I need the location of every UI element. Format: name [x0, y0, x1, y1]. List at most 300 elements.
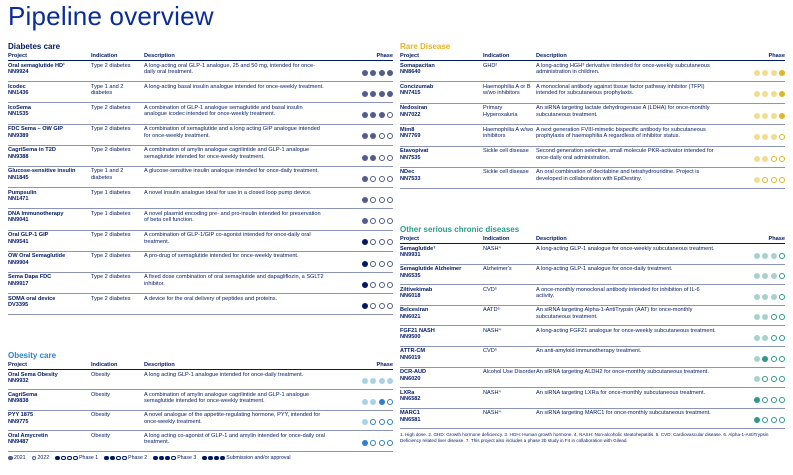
- project-cell: [400, 410, 483, 423]
- phase-indicator: [326, 84, 393, 103]
- phase-dot: [387, 282, 393, 288]
- project-cell: [400, 105, 483, 118]
- table-row: [400, 104, 785, 125]
- indication-cell: CVD⁵: [483, 348, 498, 355]
- phase-indicator: [326, 190, 393, 209]
- phase-dot: [370, 282, 376, 288]
- column-header-phase: Phase: [376, 53, 393, 59]
- phase-indicator: [326, 296, 393, 315]
- project-cell: [8, 211, 91, 224]
- table-row: [8, 370, 393, 390]
- description-cell: A combination of amylin analogue cagrilintide and GLP-1 analogue semaglutide intended for once-weekly treatment.: [144, 391, 310, 405]
- project-code: NN7769: [400, 133, 421, 140]
- phase-dot: [771, 253, 777, 259]
- description-cell: A glucose-sensitive insulin analogue intended for once-daily treatment.: [144, 168, 319, 175]
- phase-dot: [362, 440, 368, 446]
- phase-dot: [362, 419, 368, 425]
- indication-cell: GHD²: [483, 62, 498, 69]
- table-row: [8, 146, 393, 167]
- indication-cell: Type 1 and 2 diabetes: [91, 168, 124, 182]
- project-cell: [400, 369, 483, 382]
- phase-dot: [754, 356, 760, 362]
- phase-dot: [762, 70, 768, 76]
- phase-dot: [779, 156, 785, 162]
- table-row: [400, 285, 785, 306]
- phase-indicator: [718, 348, 785, 366]
- project-cell: [8, 84, 91, 97]
- description-cell: A once-monthly monoclonal antibody intended for inhibition of IL-6 activity.: [536, 286, 700, 300]
- table-row: [400, 326, 785, 347]
- description-cell: A combination of GLP-1/GIP co-agonist intended for once-daily oral treatment.: [144, 232, 311, 245]
- description-cell: A long-acting GLP-1 analogue for once-daily treatment.: [536, 266, 673, 273]
- legend-2021: [8, 455, 26, 461]
- description-cell: A long-acting FGF21 analogue for once-weekly subcutaneous treatment.: [536, 327, 716, 334]
- phase-indicator: [718, 63, 785, 82]
- project-code: NN9932: [8, 378, 29, 385]
- phase-dot: [754, 335, 760, 341]
- indication-cell: Type 2 diabetes: [91, 295, 131, 302]
- phase-dot: [779, 177, 785, 183]
- phase-dot: [387, 91, 393, 97]
- project-cell: [400, 148, 483, 161]
- phase-dot: [379, 419, 385, 425]
- project-cell: [400, 127, 483, 140]
- project-cell: [8, 372, 91, 385]
- project-code: NN9041: [8, 217, 29, 224]
- description-cell: A long acting GLP-1 analogue intended for once-daily treatment.: [144, 371, 304, 378]
- phase-dot: [754, 273, 760, 279]
- column-header-project: Project: [8, 53, 27, 59]
- phase-dot: [370, 176, 376, 182]
- project-cell: [400, 307, 483, 320]
- phase-indicator: [718, 287, 785, 305]
- phase-dot: [771, 376, 777, 382]
- project-name: Semaglutide⁷: [400, 245, 436, 252]
- project-name: IcoSema: [8, 104, 32, 111]
- project-code: NN7022: [400, 111, 421, 118]
- phase-dot: [387, 70, 393, 76]
- indication-cell: Haemophilia A w/wo inhibitors: [483, 126, 534, 140]
- project-code: NN6535: [400, 272, 421, 279]
- column-header-phase: Phase: [768, 236, 785, 242]
- phase-dot: [771, 113, 777, 119]
- table-row: [400, 265, 785, 286]
- phase-dot: [370, 419, 376, 425]
- section-title: Rare Disease: [400, 42, 451, 51]
- indication-cell: Alcohol Use Disorder: [483, 369, 536, 376]
- table-row: [8, 167, 393, 188]
- table-row: [8, 273, 393, 294]
- description-cell: An oral combination of decitabine and tetrahydrouridine. Project is developed in collaboration with EpiDestiny.: [536, 169, 700, 183]
- phase-dot: [362, 378, 368, 384]
- table-header: [8, 361, 393, 370]
- project-name: Semaglutide Alzheimer: [400, 266, 462, 273]
- project-cell: [8, 433, 91, 446]
- table-row: [8, 209, 393, 230]
- phase-dot: [362, 70, 368, 76]
- project-code: NN7533: [400, 176, 421, 183]
- table-row: [400, 244, 785, 265]
- phase-dot: [754, 177, 760, 183]
- phase-dot: [762, 91, 768, 97]
- project-code: NN9924: [8, 69, 29, 76]
- project-cell: [400, 287, 483, 300]
- project-name: SOMA oral device: [8, 295, 56, 302]
- column-header-project: Project: [400, 236, 419, 242]
- phase-dot: [762, 156, 768, 162]
- section-rare-disease: [400, 41, 785, 189]
- column-header-description: Description: [536, 53, 567, 59]
- phase-dot: [771, 177, 777, 183]
- description-cell: A long-acting oral GLP-1 analogue, 25 and 50 mg, intended for once-daily oral treatment.: [144, 62, 316, 76]
- phase-indicator: [718, 246, 785, 264]
- description-cell: An anti-amyloid immunotherapy treatment.: [536, 348, 642, 355]
- indication-cell: Alzheimer's: [483, 266, 512, 273]
- description-cell: An siRNA targeting Alpha-1-AntiTrypsin (AAT) for once-monthly subcutaneous treatment.: [536, 307, 693, 320]
- phase-dot: [762, 335, 768, 341]
- project-code: NN6581: [400, 416, 421, 423]
- phase-dot: [379, 176, 385, 182]
- phase-dot: [771, 397, 777, 403]
- phase-indicator: [326, 105, 393, 124]
- phase-dot: [762, 314, 768, 320]
- phase-dot: [362, 303, 368, 309]
- table-row: [8, 294, 393, 315]
- table-row: [8, 252, 393, 273]
- project-code: NN6582: [400, 396, 421, 403]
- project-name: Ziltivekimab: [400, 286, 433, 293]
- phase-dot: [370, 218, 376, 224]
- phase-dot: [387, 176, 393, 182]
- legend-2021-label: 2021: [14, 455, 26, 461]
- project-name: Sema Dapa FDC: [8, 274, 52, 281]
- phase-dot: [362, 239, 368, 245]
- project-name: Icodec: [8, 83, 26, 90]
- legend-submission-label: Submission and/or approval: [226, 455, 291, 461]
- table-row: [400, 82, 785, 103]
- project-name: PYY 1875: [8, 412, 34, 419]
- description-cell: A device for the oral delivery of peptides and proteins.: [144, 295, 278, 302]
- section-other-serious-chronic-diseases: [400, 224, 785, 429]
- section-diabetes-care: [8, 41, 393, 315]
- table-row: [8, 390, 393, 410]
- project-name: NDec: [400, 169, 415, 176]
- legend: [8, 455, 291, 461]
- phase-indicator: [326, 232, 393, 251]
- phase-dot: [779, 356, 785, 362]
- project-cell: [8, 168, 91, 181]
- phase-dot: [762, 294, 768, 300]
- table-row: [8, 231, 393, 252]
- project-name: Pumpsulin: [8, 189, 37, 196]
- phase-indicator: [718, 148, 785, 167]
- table-row: [8, 188, 393, 209]
- phase-dot: [379, 112, 385, 118]
- footnotes: 1. High dose. 2. GHD: Growth hormone deficiency. 3. HGH: Human growth hormone. 4. NASH: Non-alcoholic steatohepatitis. 5. CVD: Cardiovascular disease. 6. Alpha-1-AntiTrypsin Deficiency related liver disease. 7. This project also includes a phase 2b study in F4 in collaboration with Gilead.: [400, 432, 769, 443]
- phase-dot: [370, 133, 376, 139]
- project-name: LXRa: [400, 389, 415, 396]
- phase-indicator: [326, 274, 393, 293]
- project-code: NN1471: [8, 196, 29, 203]
- description-cell: A monoclonal antibody against tissue factor pathway inhibitor (TFPI) intended for subcutaneous prophylaxis.: [536, 83, 705, 97]
- phase-dot: [370, 261, 376, 267]
- indication-cell: Type 2 diabetes: [91, 232, 131, 238]
- phase-dot: [754, 113, 760, 119]
- description-cell: A fixed dose combination of oral semaglutide and dapagliflozin, a SGLT2 inhibitor.: [144, 274, 324, 287]
- description-cell: A combination of semaglutide and a long acting GIP analogue intended for once-weekly treatment.: [144, 126, 320, 139]
- table-row: [8, 82, 393, 103]
- description-cell: A novel analogue of the appetite-regulating hormone, PYY, intended for once-weekly treatment.: [144, 412, 321, 425]
- phase-dot: [779, 273, 785, 279]
- table-row: [400, 388, 785, 409]
- column-header-project: Project: [8, 362, 27, 368]
- phase-dot: [762, 134, 768, 140]
- column-header-indication: Indication: [91, 53, 118, 59]
- project-name: MARC1: [400, 410, 420, 417]
- project-name: Oral GLP-1 GIP: [8, 232, 49, 238]
- phase-dot: [362, 176, 368, 182]
- phase-dot: [387, 197, 393, 203]
- project-name: OW Oral Semaglutide: [8, 253, 66, 260]
- phase-indicator: [718, 369, 785, 387]
- project-code: NN9388: [8, 153, 29, 160]
- phase-dot: [362, 155, 368, 161]
- phase-dot: [754, 70, 760, 76]
- phase-dot: [762, 273, 768, 279]
- phase-dot: [771, 134, 777, 140]
- table-row: [8, 411, 393, 431]
- project-code: NN9904: [8, 259, 29, 266]
- phase-indicator: [718, 127, 785, 146]
- description-cell: An siRNA targeting lactate dehydrogenase A (LDHA) for once-monthly subcutaneous treatment.: [536, 105, 710, 118]
- phase-dot: [762, 253, 768, 259]
- indication-cell: Obesity: [91, 391, 110, 398]
- phase-dot: [779, 314, 785, 320]
- description-cell: A next generation FVIII-mimetic bispecific antibody for subcutaneous prophylaxis of haemophilia A regardless of inhibitor status.: [536, 126, 706, 140]
- table-row: [400, 125, 785, 146]
- phase-dot: [387, 261, 393, 267]
- project-cell: [400, 169, 483, 182]
- phase-dot: [779, 113, 785, 119]
- project-code: NN6019: [400, 355, 421, 362]
- phase-indicator: [718, 169, 785, 188]
- legend-phase3: [153, 455, 196, 461]
- phase-indicator: [326, 392, 393, 410]
- phase-dot: [362, 218, 368, 224]
- column-header-description: Description: [144, 362, 175, 368]
- legend-phase2-label: Phase 2: [128, 455, 148, 461]
- project-cell: [8, 296, 91, 309]
- project-cell: [8, 253, 91, 266]
- project-code: NN9931: [400, 252, 421, 259]
- phase-dot: [779, 376, 785, 382]
- indication-cell: Type 2 diabetes: [91, 274, 131, 281]
- description-cell: A novel plasmid encoding pre- and pro-insulin intended for preservation of beta cell function.: [144, 210, 321, 224]
- table-header: [400, 235, 785, 244]
- description-cell: A long acting co-agonist of GLP-1 and amylin intended for once-daily oral treatment.: [144, 432, 325, 446]
- phase-dot: [362, 133, 368, 139]
- project-code: NN6021: [400, 313, 421, 320]
- phase-dot: [379, 133, 385, 139]
- phase-dot: [370, 399, 376, 405]
- indication-cell: Type 2 diabetes: [91, 104, 131, 111]
- indication-cell: NASH⁴: [483, 327, 501, 334]
- phase-dot: [771, 335, 777, 341]
- section-title: Diabetes care: [8, 42, 61, 51]
- table-row: [400, 61, 785, 82]
- project-code: NN7415: [400, 90, 421, 97]
- indication-cell: AATD⁶: [483, 307, 500, 314]
- project-code: NN9487: [8, 439, 29, 446]
- legend-phase1-label: Phase 1: [79, 455, 99, 461]
- column-header-phase: Phase: [376, 362, 393, 368]
- phase-dot: [379, 261, 385, 267]
- project-code: NN9838: [8, 398, 29, 405]
- indication-cell: Primary Hyperoxaluria: [483, 105, 518, 118]
- phase-indicator: [326, 412, 393, 430]
- phase-dot: [754, 156, 760, 162]
- indication-cell: CVD⁵: [483, 286, 498, 293]
- phase-dot: [387, 378, 393, 384]
- indication-cell: Type 2 diabetes: [91, 126, 131, 133]
- phase-dot: [387, 399, 393, 405]
- project-name: Oral Sema Obesity: [8, 371, 58, 378]
- phase-dot: [379, 197, 385, 203]
- phase-dot: [370, 91, 376, 97]
- table-row: [400, 147, 785, 168]
- project-code: NN1535: [8, 111, 29, 118]
- project-name: CagriSema in T2D: [8, 147, 56, 154]
- phase-dot: [387, 303, 393, 309]
- legend-submission: [202, 455, 290, 461]
- phase-dot: [379, 282, 385, 288]
- project-name: Mim8: [400, 126, 415, 133]
- phase-indicator: [326, 433, 393, 451]
- table-row: [8, 125, 393, 146]
- phase-dot: [779, 134, 785, 140]
- phase-dot: [379, 70, 385, 76]
- section-obesity-care: [8, 350, 393, 452]
- phase-indicator: [326, 211, 393, 230]
- project-code: NN6018: [400, 293, 421, 300]
- project-name: DCR-AUD: [400, 369, 427, 376]
- phase-dot: [379, 155, 385, 161]
- project-cell: [400, 63, 483, 76]
- project-code: NN7535: [400, 154, 421, 161]
- phase-dot: [387, 155, 393, 161]
- description-cell: A long-acting GLP-1 analogue for once-weekly subcutaneous treatment.: [536, 245, 715, 252]
- indication-cell: NASH⁴: [483, 245, 501, 252]
- project-name: Oral semaglutide HD¹: [8, 62, 65, 69]
- phase-indicator: [718, 266, 785, 284]
- legend-2022-label: 2022: [37, 455, 50, 461]
- description-cell: A combination of GLP-1 analogue semaglutide and basal insulin analogue icodec intended for once-weekly treatment.: [144, 104, 303, 118]
- description-cell: A pro-drug of semaglutide intended for once-weekly treatment.: [144, 253, 299, 260]
- phase-dot: [362, 91, 368, 97]
- project-name: Concizumab: [400, 83, 434, 90]
- legend-2022: [32, 455, 50, 461]
- project-cell: [400, 390, 483, 403]
- phase-dot: [754, 397, 760, 403]
- indication-cell: Sickle cell disease: [483, 169, 529, 176]
- phase-dot: [771, 156, 777, 162]
- phase-dot: [762, 177, 768, 183]
- table-row: [400, 368, 785, 389]
- project-cell: [8, 126, 91, 139]
- phase-dot: [754, 91, 760, 97]
- phase-dot: [387, 419, 393, 425]
- phase-dot: [370, 303, 376, 309]
- project-name: Etavopivat: [400, 148, 429, 155]
- description-cell: A combination of amylin analogue cagrilintide and GLP-1 analogue semaglutide intended for once-weekly treatment.: [144, 147, 310, 160]
- indication-cell: Sickle cell disease: [483, 148, 529, 155]
- project-cell: [8, 392, 91, 405]
- phase-dot: [362, 197, 368, 203]
- phase-dot: [762, 417, 768, 423]
- legend-phase2: [104, 455, 147, 461]
- table-row: [400, 409, 785, 430]
- project-cell: [400, 246, 483, 259]
- table-header: [400, 52, 785, 61]
- phase-dot: [779, 417, 785, 423]
- project-name: Nedosiran: [400, 105, 428, 112]
- project-name: ATTR-CM: [400, 348, 426, 355]
- phase-dot: [379, 399, 385, 405]
- column-header-indication: Indication: [91, 362, 118, 368]
- column-header-phase: Phase: [768, 53, 785, 59]
- phase-indicator: [326, 372, 393, 390]
- project-name: Somapacitan: [400, 62, 435, 69]
- project-code: NN9500: [400, 334, 421, 341]
- project-name: Oral Amycretin: [8, 432, 48, 439]
- phase-dot: [370, 197, 376, 203]
- column-header-description: Description: [536, 236, 567, 242]
- project-cell: [8, 274, 91, 287]
- description-cell: A long-acting HGH³ derivative intended for once-weekly subcutaneous administration in children.: [536, 62, 710, 76]
- description-cell: A novel insulin analogue ideal for use in a closed loop pump device.: [144, 189, 312, 196]
- indication-cell: Haemophilia A or B w/wo inhibitors: [483, 83, 531, 97]
- phase-dot: [387, 440, 393, 446]
- indication-cell: Type 1 diabetes: [91, 210, 131, 217]
- phase-dot: [362, 261, 368, 267]
- phase-dot: [771, 417, 777, 423]
- description-cell: An siRNA targeting ALDH2 for once-monthly subcutaneous treatment.: [536, 369, 709, 376]
- project-code: NN6020: [400, 375, 421, 382]
- project-cell: [8, 147, 91, 160]
- phase-indicator: [718, 307, 785, 325]
- phase-dot: [779, 70, 785, 76]
- column-header-project: Project: [400, 53, 419, 59]
- project-name: CagriSema: [8, 391, 38, 398]
- phase-dot: [379, 239, 385, 245]
- phase-dot: [771, 70, 777, 76]
- table-row: [8, 103, 393, 124]
- table-header: [8, 52, 393, 61]
- phase-dot: [370, 155, 376, 161]
- description-cell: An siRNA targeting MARC1 for once-monthly subcutaneous treatment.: [536, 410, 711, 417]
- project-name: Glucose-sensitive insulin: [8, 168, 76, 175]
- column-header-indication: Indication: [483, 236, 510, 242]
- indication-cell: Type 1 and 2 diabetes: [91, 83, 124, 97]
- phase-indicator: [326, 126, 393, 145]
- phase-dot: [771, 314, 777, 320]
- phase-dot: [370, 440, 376, 446]
- table-row: [8, 431, 393, 451]
- description-cell: Second generation selective, small molecule PKR-activator intended for once-daily oral administration.: [536, 148, 714, 161]
- phase-dot: [754, 134, 760, 140]
- phase-dot: [362, 112, 368, 118]
- project-code: NN9917: [8, 280, 29, 287]
